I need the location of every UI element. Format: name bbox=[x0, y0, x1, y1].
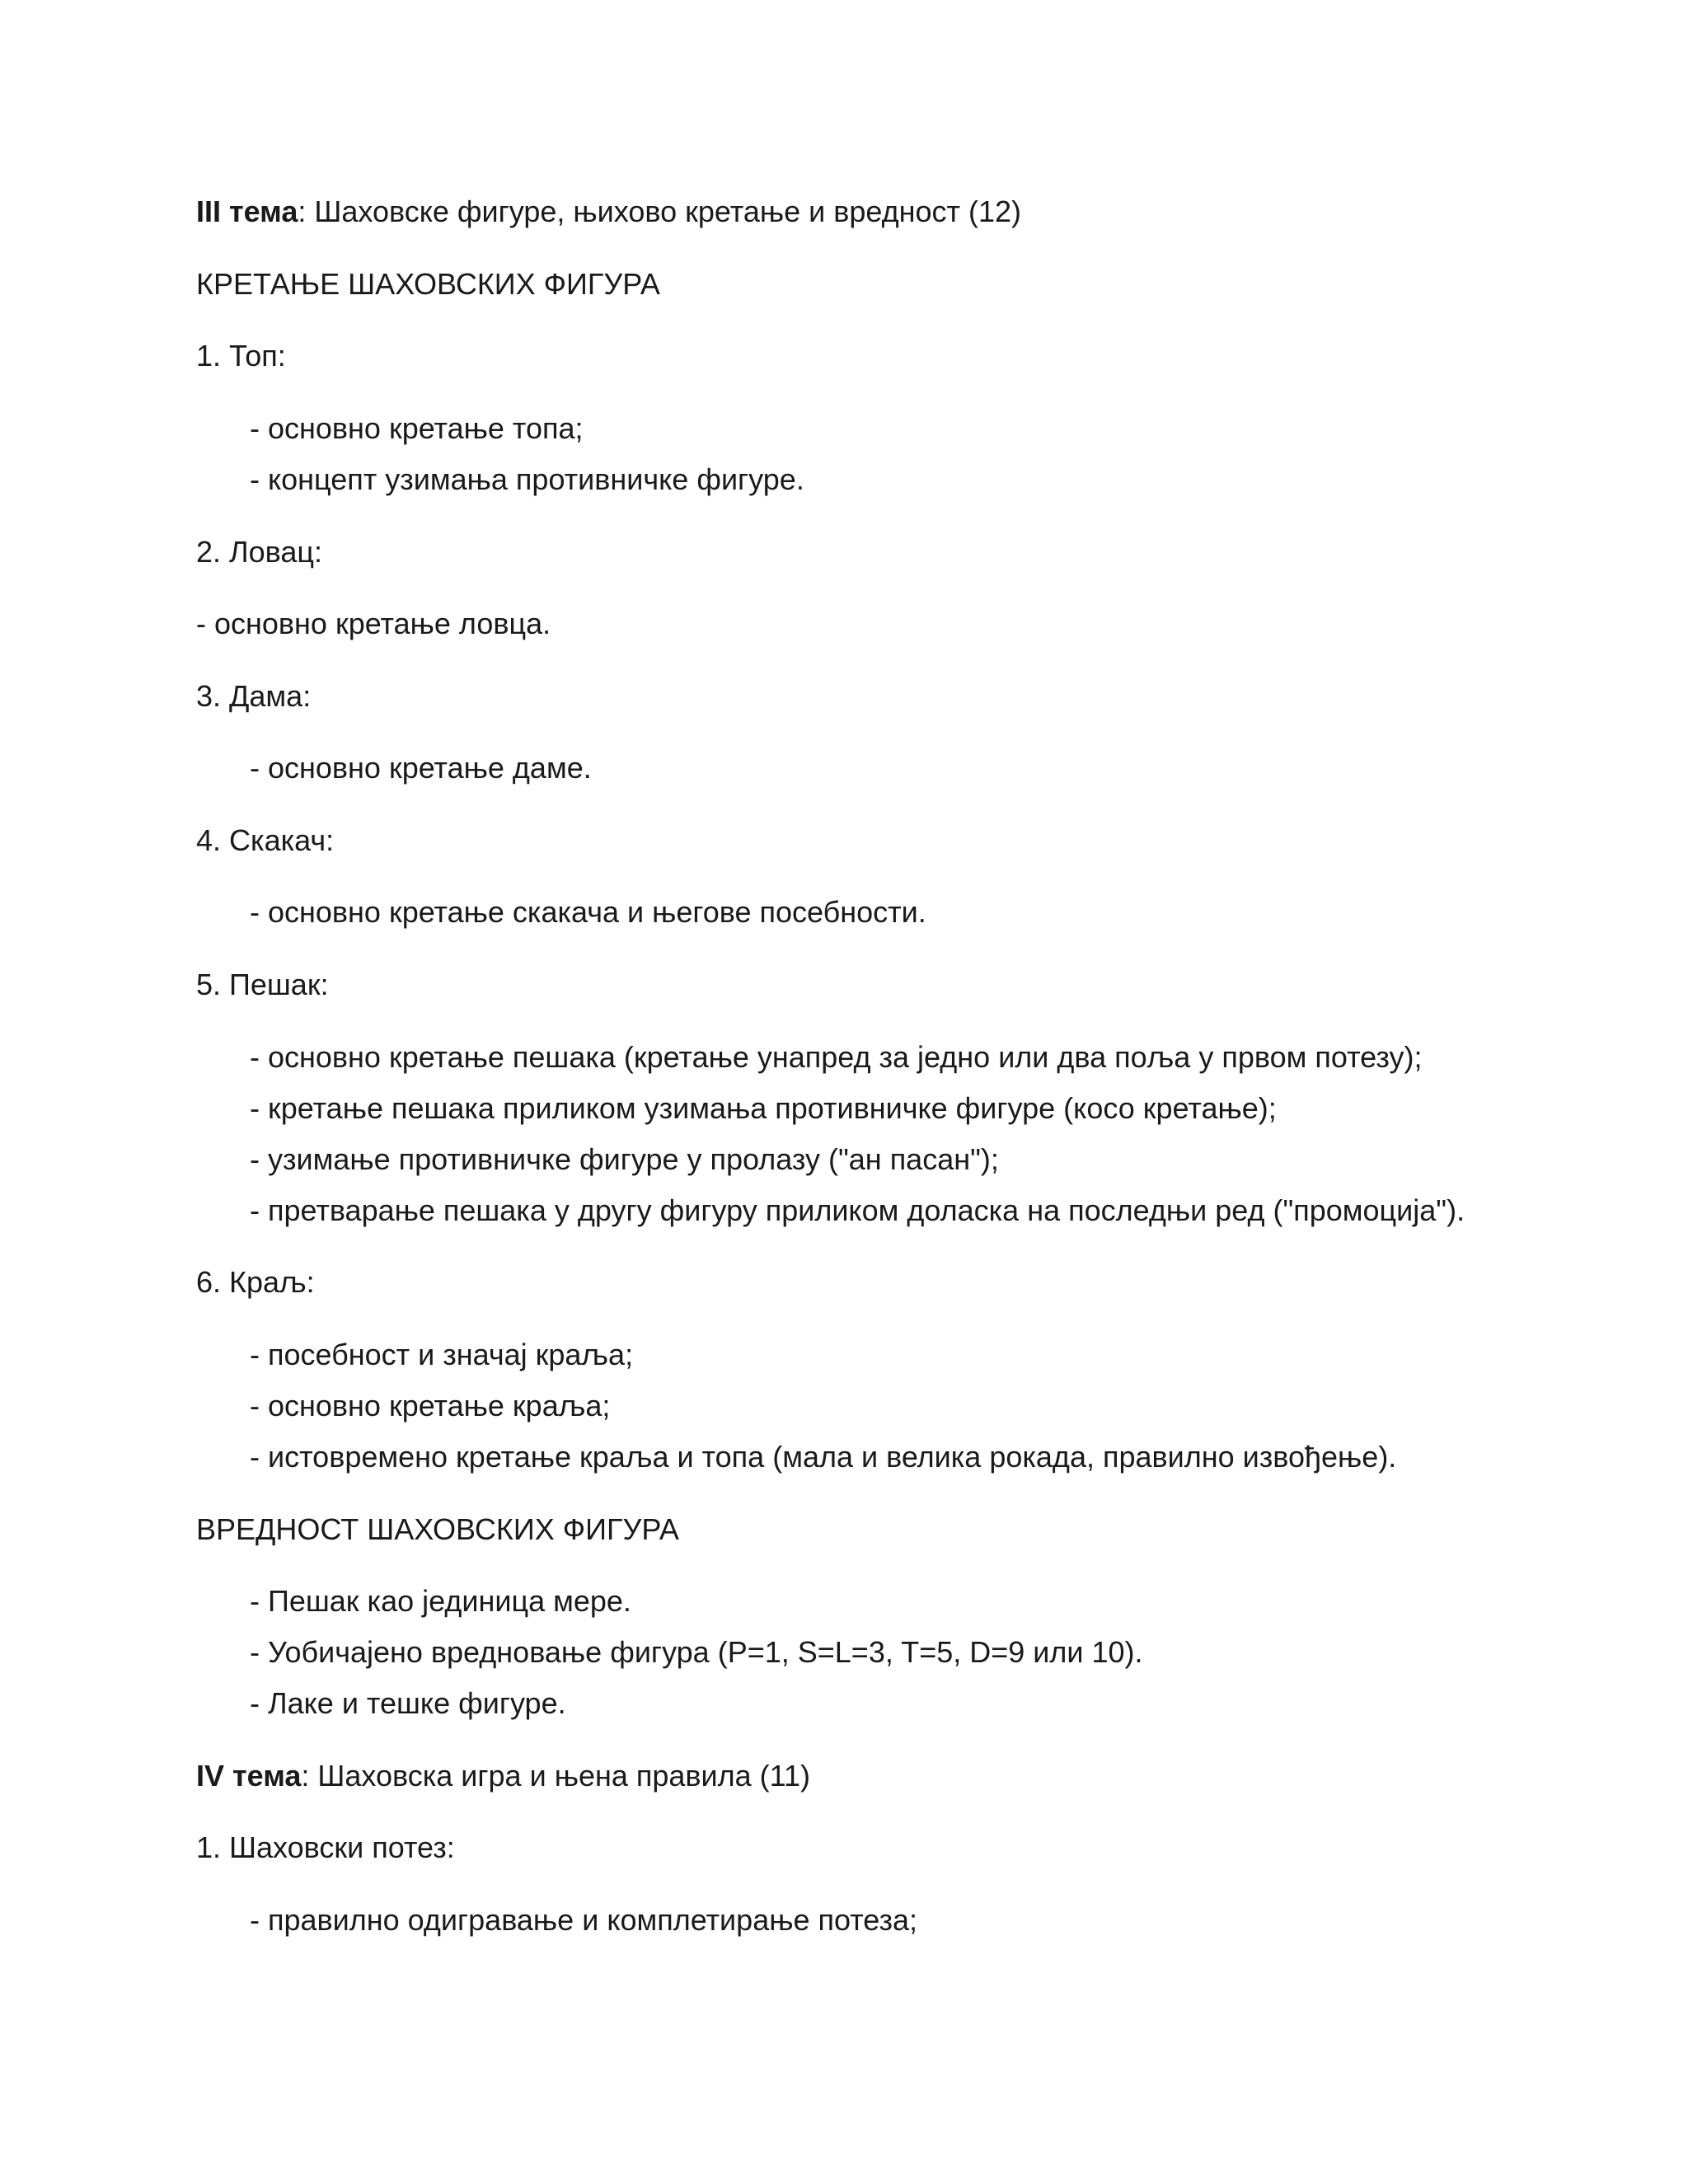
theme-3-label: III тема bbox=[196, 194, 298, 228]
list-item: - правилно одигравање и комплетирање потеза; bbox=[250, 1903, 918, 1937]
list-item: - основно кретање скакача и његове посебности. bbox=[250, 895, 926, 929]
theme-3-heading bbox=[196, 194, 1021, 230]
pawn-heading: 5. Пешак: bbox=[196, 968, 329, 1001]
bishop-heading: 2. Ловац: bbox=[196, 535, 323, 569]
list-item: - кретање пешака приликом узимања противничке фигуре (косо кретање); bbox=[250, 1091, 1277, 1125]
list-item: - основно кретање даме. bbox=[250, 751, 592, 785]
list-item: - основно кретање ловца. bbox=[196, 607, 551, 640]
list-item: - концепт узимања противничке фигуре. bbox=[250, 462, 804, 496]
movement-section-heading: КРЕТАЊЕ ШАХОВСКИХ ФИГУРА bbox=[196, 267, 660, 301]
rook-heading: 1. Топ: bbox=[196, 339, 286, 373]
list-item: - узимање противничке фигуре у пролазу ("ан пасан"); bbox=[250, 1142, 999, 1176]
queen-heading: 3. Дама: bbox=[196, 679, 312, 713]
king-heading: 6. Краљ: bbox=[196, 1265, 315, 1299]
theme-4-title: : Шаховска игра и њена правила (11) bbox=[301, 1759, 811, 1793]
list-item: - Лаке и тешке фигуре. bbox=[250, 1686, 566, 1720]
list-item: - претварање пешака у другу фигуру приликом доласка на последњи ред ("промоција"). bbox=[250, 1193, 1465, 1227]
theme-4-label: IV тема bbox=[196, 1759, 302, 1793]
list-item: - истовремено кретање краља и топа (мала и велика рокада, правилно извођење). bbox=[250, 1440, 1397, 1474]
list-item: - основно кретање краља; bbox=[250, 1389, 611, 1422]
theme-4-heading bbox=[196, 1758, 810, 1794]
list-item: - Пешак као јединица мере. bbox=[250, 1584, 631, 1618]
value-section-heading: ВРЕДНОСТ ШАХОВСКИХ ФИГУРА bbox=[196, 1512, 679, 1546]
list-item: - посебност и значај краља; bbox=[250, 1338, 634, 1371]
list-item: - основно кретање пешака (кретање унапред за једно или два поља у првом потезу); bbox=[250, 1040, 1423, 1074]
theme-3-title: : Шаховске фигуре, њихово кретање и вредност (12) bbox=[298, 194, 1022, 228]
list-item: - Уобичајено вредновање фигура (P=1, S=L=3, T=5, D=9 или 10). bbox=[250, 1635, 1143, 1669]
list-item: - основно кретање топа; bbox=[250, 411, 584, 445]
move-heading: 1. Шаховски потез: bbox=[196, 1830, 455, 1864]
knight-heading: 4. Скакач: bbox=[196, 823, 335, 857]
